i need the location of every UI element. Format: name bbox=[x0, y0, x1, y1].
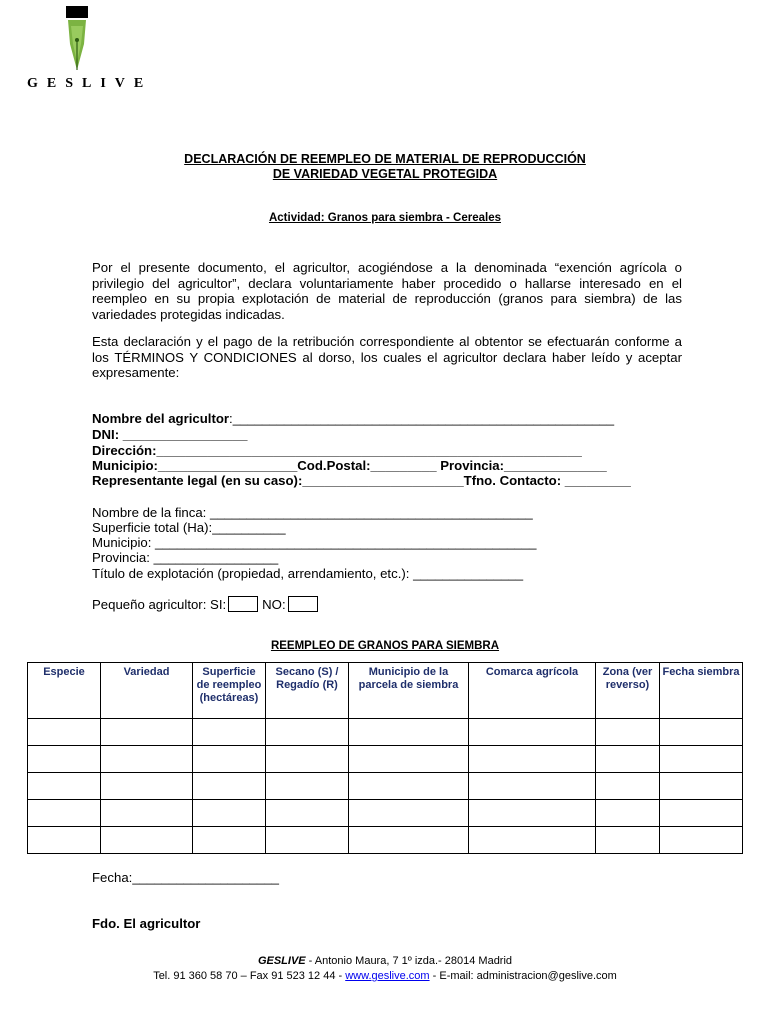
field-fecha[interactable]: Fecha:____________________ bbox=[92, 870, 280, 885]
intro-paragraph: Por el presente documento, el agricultor, acogiéndose a la denominada “exención agrícola o privilegio del agricultor”, declara voluntariamente haber procedido o hallarse interesado en el reempleo en su propia explotación de material de reproducción (granos para siembra) de las variedades protegidas indicadas. bbox=[92, 260, 682, 322]
field-representante-tfno[interactable]: Representante legal (en su caso):______________________Tfno. Contacto: _________ bbox=[92, 473, 631, 488]
reempleo-table bbox=[27, 662, 743, 854]
table-cell[interactable] bbox=[193, 719, 266, 746]
header-especie: Especie bbox=[28, 663, 101, 719]
signature-label: Fdo. El agricultor bbox=[92, 916, 201, 931]
table-cell[interactable] bbox=[266, 773, 349, 800]
table-cell[interactable] bbox=[28, 773, 101, 800]
table-title: REEMPLEO DE GRANOS PARA SIEMBRA bbox=[270, 640, 500, 652]
field-titulo-explotacion[interactable]: Título de explotación (propiedad, arrendamiento, etc.): _______________ bbox=[92, 566, 524, 581]
table-cell[interactable] bbox=[349, 746, 469, 773]
header-variedad: Variedad bbox=[101, 663, 193, 719]
table-cell[interactable] bbox=[101, 827, 193, 854]
pequeno-agricultor-row bbox=[92, 596, 322, 612]
table-cell[interactable] bbox=[266, 827, 349, 854]
footer-address-text: - Antonio Maura, 7 1º izda.- 28014 Madrid bbox=[305, 955, 513, 967]
field-line: :____________________________________________________ bbox=[229, 411, 615, 426]
conditions-paragraph: Esta declaración y el pago de la retribución correspondiente al obtentor se efectuarán conforme a los TÉRMINOS Y CONDICIONES al dorso, los cuales el agricultor declara haber leído y aceptar expresamente: bbox=[92, 334, 682, 381]
table-cell[interactable] bbox=[660, 773, 743, 800]
table-cell[interactable] bbox=[349, 827, 469, 854]
table-cell[interactable] bbox=[596, 827, 660, 854]
header-zona: Zona (ver reverso) bbox=[596, 663, 660, 719]
table-cell[interactable] bbox=[193, 746, 266, 773]
table-cell[interactable] bbox=[101, 746, 193, 773]
header-fecha-siembra: Fecha siembra bbox=[660, 663, 743, 719]
table-cell[interactable] bbox=[28, 800, 101, 827]
table-cell[interactable] bbox=[596, 800, 660, 827]
table-row bbox=[28, 746, 743, 773]
field-superficie-total[interactable]: Superficie total (Ha):__________ bbox=[92, 520, 286, 535]
table-cell[interactable] bbox=[266, 746, 349, 773]
field-direccion[interactable]: Dirección:__________________________________________________________ bbox=[92, 443, 582, 458]
table-row bbox=[28, 827, 743, 854]
no-label: NO: bbox=[262, 597, 286, 612]
field-nombre-finca[interactable]: Nombre de la finca: ____________________________________________ bbox=[92, 505, 533, 520]
table-cell[interactable] bbox=[469, 746, 596, 773]
footer-tel: Tel. 91 360 58 70 – Fax 91 523 12 44 - bbox=[153, 970, 346, 982]
logo-wordmark: GESLIVE bbox=[27, 76, 153, 91]
header-municipio-parcela: Municipio de la parcela de siembra bbox=[349, 663, 469, 719]
table-header-row bbox=[28, 663, 743, 719]
field-municipio-cp-provincia[interactable]: Municipio:___________________Cod.Postal:_________ Provincia:______________ bbox=[92, 458, 607, 473]
table-cell[interactable] bbox=[101, 773, 193, 800]
table-cell[interactable] bbox=[193, 773, 266, 800]
no-checkbox[interactable] bbox=[288, 596, 318, 612]
table-cell[interactable] bbox=[469, 800, 596, 827]
table-cell[interactable] bbox=[349, 773, 469, 800]
table-row bbox=[28, 773, 743, 800]
table-cell[interactable] bbox=[349, 719, 469, 746]
table-cell[interactable] bbox=[101, 800, 193, 827]
table-cell[interactable] bbox=[469, 719, 596, 746]
field-provincia[interactable]: Provincia: _________________ bbox=[92, 550, 279, 565]
table-cell[interactable] bbox=[596, 719, 660, 746]
table-cell[interactable] bbox=[660, 746, 743, 773]
table-cell[interactable] bbox=[596, 746, 660, 773]
table-cell[interactable] bbox=[469, 827, 596, 854]
table-cell[interactable] bbox=[193, 800, 266, 827]
table-cell[interactable] bbox=[28, 719, 101, 746]
field-label: Nombre del agricultor bbox=[92, 411, 230, 426]
header-comarca: Comarca agrícola bbox=[469, 663, 596, 719]
table-cell[interactable] bbox=[28, 827, 101, 854]
footer-address bbox=[0, 955, 770, 967]
footer-contact bbox=[0, 970, 770, 982]
table-cell[interactable] bbox=[266, 800, 349, 827]
footer-web-link[interactable]: www.geslive.com bbox=[345, 970, 430, 982]
footer-company: GESLIVE bbox=[257, 955, 306, 967]
header-superficie: Superficie de reempleo (hectáreas) bbox=[193, 663, 266, 719]
table-cell[interactable] bbox=[193, 827, 266, 854]
header-secano-regadio: Secano (S) / Regadío (R) bbox=[266, 663, 349, 719]
table-cell[interactable] bbox=[660, 827, 743, 854]
field-dni[interactable]: DNI: _________________ bbox=[92, 427, 248, 442]
document-title-line1: DECLARACIÓN DE REEMPLEO DE MATERIAL DE REPRODUCCIÓN bbox=[184, 152, 586, 166]
table-cell[interactable] bbox=[469, 773, 596, 800]
field-municipio[interactable]: Municipio: ____________________________________________________ bbox=[92, 535, 537, 550]
pen-cap-icon bbox=[66, 6, 88, 18]
activity-subtitle: Actividad: Granos para siembra - Cereales bbox=[268, 212, 501, 224]
table-cell[interactable] bbox=[660, 719, 743, 746]
pequeno-label: Pequeño agricultor: SI: bbox=[92, 597, 227, 612]
si-checkbox[interactable] bbox=[228, 596, 258, 612]
table-cell[interactable] bbox=[266, 719, 349, 746]
table-cell[interactable] bbox=[660, 800, 743, 827]
table-cell[interactable] bbox=[28, 746, 101, 773]
document-title-line2: DE VARIEDAD VEGETAL PROTEGIDA bbox=[272, 167, 498, 181]
table-row bbox=[28, 800, 743, 827]
footer-email: - E-mail: administracion@geslive.com bbox=[429, 970, 617, 982]
table-cell[interactable] bbox=[349, 800, 469, 827]
table-cell[interactable] bbox=[596, 773, 660, 800]
table-cell[interactable] bbox=[101, 719, 193, 746]
field-nombre-agricultor[interactable] bbox=[92, 411, 614, 426]
table-row bbox=[28, 719, 743, 746]
